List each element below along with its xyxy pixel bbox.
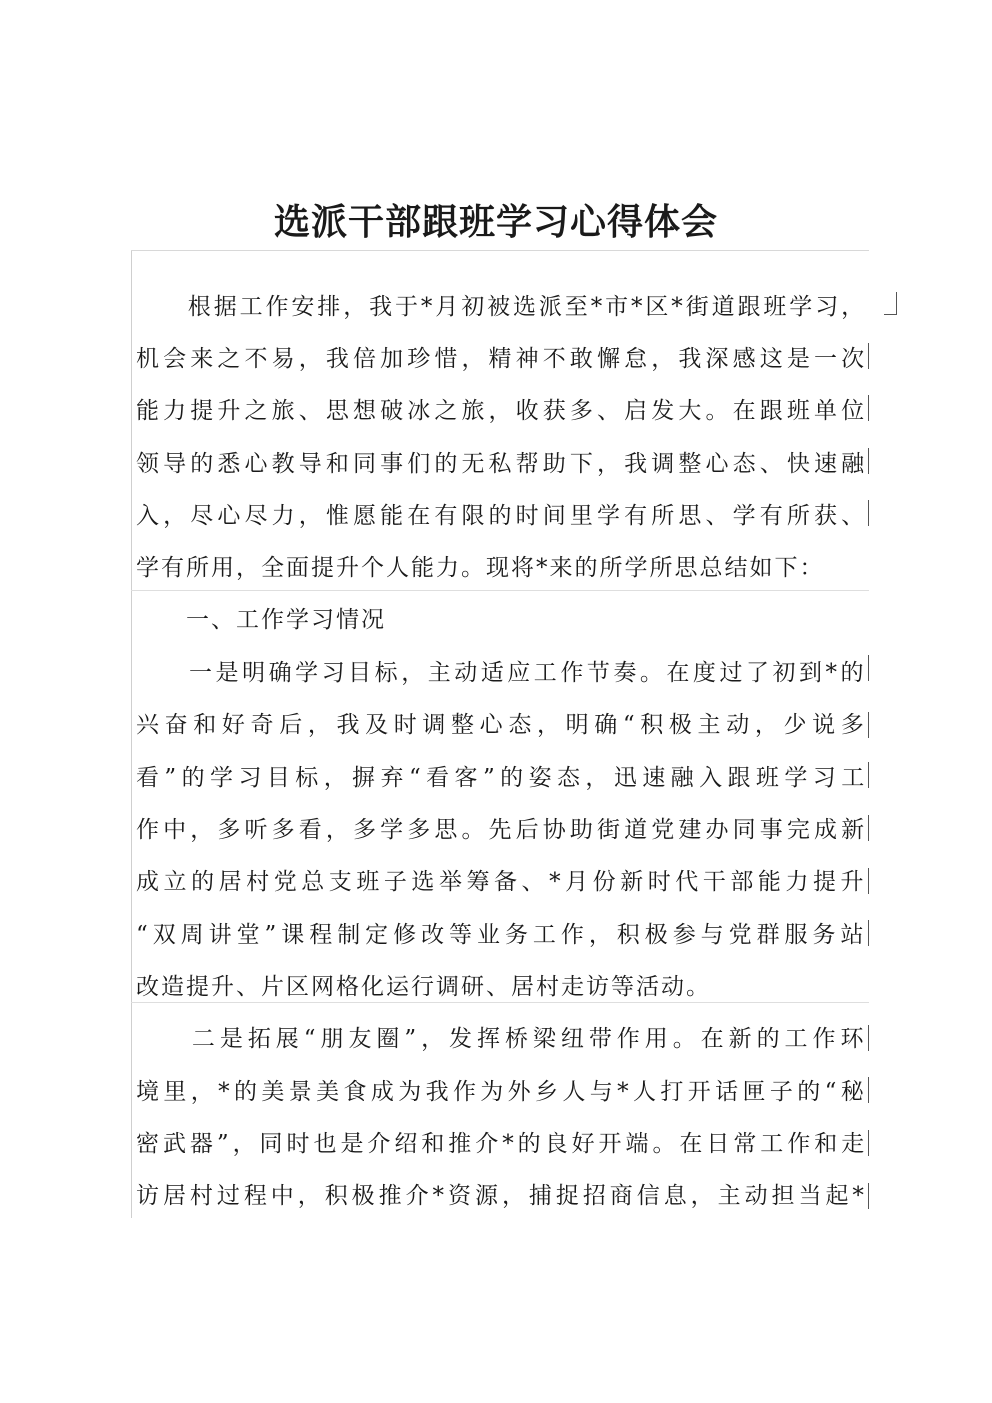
body-text-line: 境里，*的美景美食成为我作为外乡人与*人打开话匣子的“秘 — [136, 1079, 869, 1105]
line-end-marker — [868, 655, 869, 681]
body-text-line: 二是拓展“朋友圈”，发挥桥梁纽带作用。在新的工作环 — [136, 1026, 869, 1052]
body-text-line: 看”的学习目标，摒弃“看客”的姿态，迅速融入跟班学习工 — [136, 765, 870, 791]
line-end-marker — [868, 868, 869, 894]
body-text-line: 能力提升之旅、思想破冰之旅，收获多、启发大。在跟班单位 — [136, 398, 869, 424]
paragraph-separator — [131, 1002, 869, 1003]
left-margin-guide — [131, 250, 132, 1218]
body-text-line: 访居村过程中，积极推介*资源，捕捉招商信息，主动担当起* — [136, 1183, 868, 1209]
body-text-line: 作中，多听多看，多学多思。先后协助街道党建办同事完成新 — [136, 817, 869, 843]
body-text-line: 学有所用，全面提升个人能力。现将*来的所学所思总结如下： — [136, 555, 825, 581]
body-text-line: 改造提升、片区网格化运行调研、居村走访等活动。 — [136, 974, 711, 1000]
body-text-line: 根据工作安排，我于*月初被选派至*市*区*街道跟班学习， — [136, 294, 867, 320]
body-text-line: 一是明确学习目标，主动适应工作节奏。在度过了初到*的 — [136, 660, 868, 686]
body-text-line: “双周讲堂”课程制定修改等业务工作，积极参与党群服务站 — [136, 922, 869, 948]
body-text-line: 机会来之不易，我倍加珍惜，精神不敢懈怠，我深感这是一次 — [136, 346, 869, 372]
body-text-line: 成立的居村党总支班子选举筹备、*月份新时代干部能力提升 — [136, 869, 869, 895]
body-text-line: 兴奋和好奇后，我及时调整心态，明确“积极主动，少说多 — [136, 712, 870, 738]
line-end-marker — [868, 1130, 869, 1156]
section-heading: 一、工作学习情况 — [136, 607, 386, 633]
line-end-marker — [868, 1077, 869, 1103]
body-text-line: 入，尽心尽力，惟愿能在有限的时间里学有所思、学有所获、 — [136, 503, 869, 529]
body-text-line: 领导的悉心教导和同事们的无私帮助下，我调整心态、快速融 — [136, 451, 869, 477]
top-margin-guide — [131, 250, 869, 251]
document-title: 选派干部跟班学习心得体会 — [273, 201, 718, 243]
line-end-marker — [868, 1183, 869, 1209]
body-text-line: 密武器”，同时也是介绍和推介*的良好开端。在日常工作和走 — [136, 1131, 869, 1157]
paragraph-separator — [131, 590, 869, 591]
paragraph-mark — [884, 292, 897, 315]
